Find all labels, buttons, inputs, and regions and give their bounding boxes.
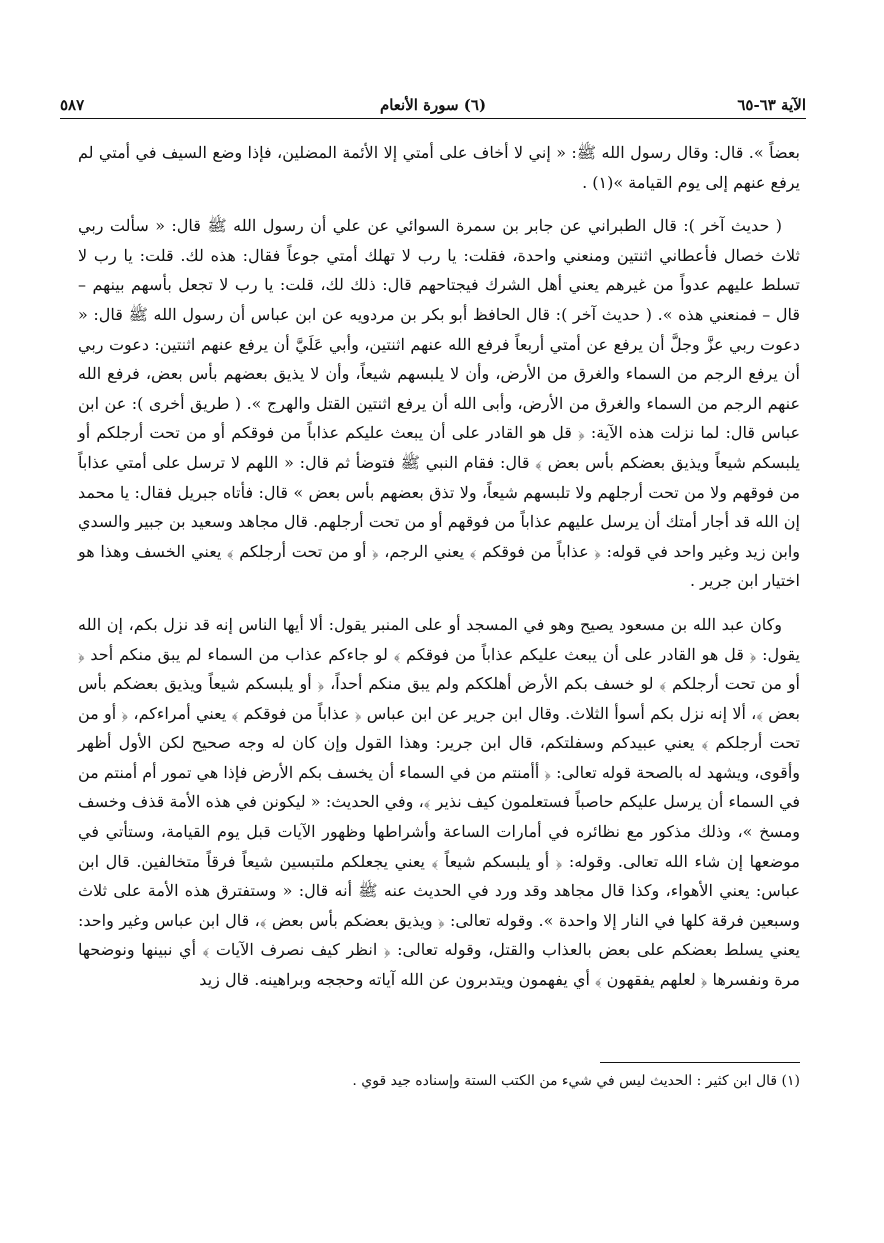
footnote-rule — [600, 1062, 800, 1063]
verse-range: الآية ٦٣-٦٥ — [737, 96, 806, 114]
paragraph-3: وكان عبد الله بن مسعود يصيح وهو في المسجد أو على المنبر يقول: ألا أيها الناس إنه قد نزل بكم، إن الله يقول: ﴿ قل هو القادر على أن يبعث عليكم عذاباً من فوقكم ﴾ لو جاءكم عذاب من السماء لم يبق منكم أحد ﴿ أو من تحت أرجلكم ﴾ لو خسف بكم الأرض أهلككم ولم يبق منكم أحداً، ﴿ أو يلبسكم شيعاً ويذيق بعضكم بأس بعض ﴾، ألا إنه نزل بكم أسوأ الثلاث. وقال ابن جرير عن ابن عباس ﴿ عذاباً من فوقكم ﴾ يعني أمراءكم، ﴿ أو من تحت أرجلكم ﴾ يعني عبيدكم وسفلتكم، قال ابن جرير: وهذا القول وإن كان له وجه صحيح لكن الأول أظهر وأقوى، ويشهد له بالصحة قوله تعالى: ﴿ أأمنتم من في السماء أن يخسف بكم الأرض فإذا هي تمور أم أمنتم من في السماء أن يرسل عليكم حاصباً فستعلمون كيف نذير ﴾، وفي الحديث: « ليكونن في هذه الأمة قذف وخسف ومسخ »، وذلك مذكور مع نظائره في أمارات الساعة وأشراطها وظهور الآيات قبل يوم القيامة، وستأتي في موضعها إن شاء الله تعالى. وقوله: ﴿ أو يلبسكم شيعاً ﴾ يعني يجعلكم ملتبسين شيعاً فرقاً متخالفين. قال ابن عباس: يعني الأهواء، وكذا قال مجاهد وقد ورد في الحديث عنه ﷺ أنه قال: « وستفترق هذه الأمة على ثلاث وسبعين فرقة كلها في النار إلا واحدة ». وقوله تعالى: ﴿ ويذيق بعضكم بأس بعض ﴾، قال ابن عباس وغير واحد: يعني يسلط بعضكم على بعض بالعذاب والقتل، وقوله تعالى: ﴿ انظر كيف نصرف الآيات ﴾ أي نبينها ونوضحها مرة ونفسرها ﴿ لعلهم يفقهون ﴾ أي يفهمون ويتدبرون عن الله آياته وحججه وبراهينه. قال زيد — [78, 614, 801, 990]
footnote: (١) قال ابن كثير : الحديث ليس في شيء من الكتب الستة وإسناده جيد قوي . — [352, 1073, 800, 1089]
paragraph-1: بعضاً ». قال: وقال رسول الله ﷺ: « إني لا أخاف على أمتي إلا الأئمة المضلين، فإذا وضع السيف في أمتي لم يرفع عنهم إلى يوم القيامة »(١) . — [78, 143, 800, 192]
surah-title: (٦) سورة الأنعام — [379, 96, 487, 114]
main-text — [78, 138, 800, 995]
paragraph-2: ( حديث آخر ): قال الطبراني عن جابر بن سمرة السوائي عن علي أن رسول الله ﷺ قال: « سألت ربي ثلاث خصال فأعطاني اثنتين ومنعني واحدة، فقلت: يا رب لا تهلك أمتي جوعاً فقال: هذه لك. قلت: يا رب لا تسلط عليهم عدواً من غيرهم يعني أهل الشرك فيجتاحهم قال: ذلك لك، قلت: يا رب لا تجعل بأسهم بينهم – قال – فمنعني هذه ». ( حديث آخر ): قال الحافظ أبو بكر بن مردويه عن ابن عباس أن رسول الله ﷺ قال: « دعوت ربي عزَّ وجلَّ أن يرفع عن أمتي أربعاً فرفع الله عنهم اثنتين، وأبي عَلَيَّ أن يرفع عنهم اثنتين: دعوت ربي أن يرفع الرجم من السماء والغرق من الأرض، وأن لا يلبسهم شيعاً، وأن لا يذيق بعضهم بأس بعض، فرفع الله عنهم الرجم من السماء والغرق من الأرض، وأبى الله أن يرفع اثنتين القتل والهرج ». ( طريق أخرى ): عن ابن عباس قال: لما نزلت هذه الآية: ﴿ قل هو القادر على أن يبعث عليكم عذاباً من فوقكم أو من تحت أرجلكم أو يلبسكم شيعاً ويذيق بعضكم بأس بعض ﴾ قال: فقام النبي ﷺ فتوضأ ثم قال: « اللهم لا ترسل على أمتي عذاباً من فوقهم ولا من تحت أرجلهم ولا تلبسهم شيعاً، ولا تذق بعضهم بأس بعض » قال: فأتاه جبريل فقال: يا محمد إن الله قد أجار أمتك أن يرسل عليهم عذاباً من فوقهم أو من تحت أرجلهم. قال مجاهد وسعيد بن جبير والسدي وابن زيد وغير واحد في قوله: ﴿ عذاباً من فوقكم ﴾ يعني الرجم، ﴿ أو من تحت أرجلكم ﴾ يعني الخسف وهذا هو اختيار ابن جرير . — [78, 216, 801, 591]
header-rule — [60, 118, 806, 119]
page-number: ٥٨٧ — [60, 96, 85, 114]
running-header — [60, 90, 806, 114]
